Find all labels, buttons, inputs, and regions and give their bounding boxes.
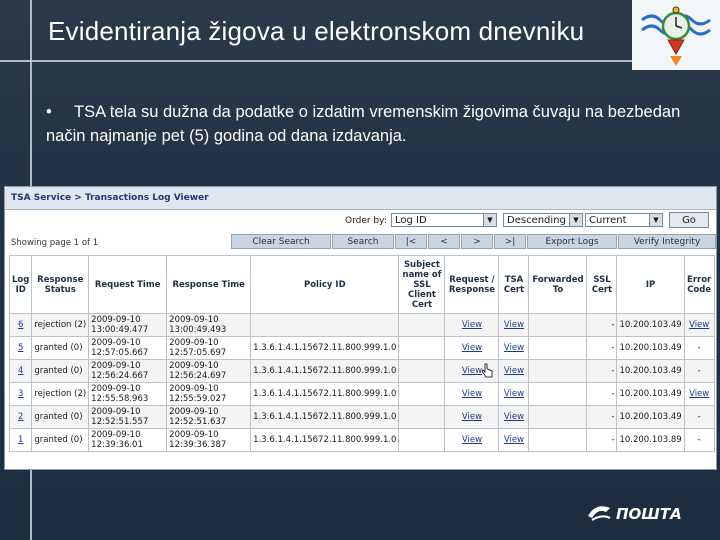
request-response-view-link[interactable]: View: [445, 406, 499, 429]
ssl-cert-cell: -: [587, 314, 617, 337]
time-part: 13:00:49.493: [169, 325, 227, 335]
time-part: 12:52:51.637: [169, 417, 227, 427]
subject-cell: [399, 314, 445, 337]
subject-cell: [399, 360, 445, 383]
error-code-cell: -: [684, 360, 714, 383]
forwarded-to-cell: [529, 429, 587, 452]
response-status-cell: granted (0): [32, 360, 89, 383]
forwarded-to-cell: [529, 360, 587, 383]
subject-cell: [399, 337, 445, 360]
column-header[interactable]: SSL Cert: [587, 256, 617, 314]
clear-search-button[interactable]: Clear Search: [231, 234, 331, 249]
log-id-link[interactable]: 2: [10, 406, 32, 429]
log-id-link[interactable]: 5: [10, 337, 32, 360]
slide-title: Evidentiranja žigova u elektronskom dnevniku: [48, 16, 585, 46]
request-time-cell: [89, 360, 167, 383]
request-time-cell: [89, 429, 167, 452]
time-part: 12:56:24.667: [91, 371, 149, 381]
table-row: [10, 360, 715, 383]
tsa-cert-view-link[interactable]: View: [499, 360, 529, 383]
policy-id-cell: 1.3.6.1.4.1.15672.11.800.999.1.0: [251, 383, 399, 406]
time-part: 12:55:58.963: [91, 394, 149, 404]
time-part: 12:39:36.387: [169, 440, 227, 450]
slide-horizontal-rule: [0, 60, 720, 62]
breadcrumb: TSA Service > Transactions Log Viewer: [5, 187, 716, 210]
tsa-cert-view-link[interactable]: View: [499, 406, 529, 429]
bullet-marker: •: [46, 103, 52, 121]
request-response-view-link[interactable]: View: [445, 429, 499, 452]
action-button-bar: [231, 234, 717, 249]
policy-id-cell: 1.3.6.1.4.1.15672.11.800.999.1.0: [251, 360, 399, 383]
tsa-cert-view-link[interactable]: View: [499, 337, 529, 360]
tsa-cert-view-link[interactable]: View: [499, 383, 529, 406]
request-response-view-link[interactable]: View: [445, 314, 499, 337]
response-time-cell: [167, 429, 251, 452]
request-time-cell: [89, 406, 167, 429]
direction-value: Descending: [507, 215, 566, 226]
request-response-view-link[interactable]: View: [445, 383, 499, 406]
column-header[interactable]: Subject name of SSL Client Cert: [399, 256, 445, 314]
time-part: 12:39:36.01: [91, 440, 143, 450]
tsa-cert-view-link[interactable]: View: [499, 429, 529, 452]
subject-cell: [399, 406, 445, 429]
policy-id-cell: 1.3.6.1.4.1.15672.11.800.999.1.0: [251, 337, 399, 360]
ip-cell: 10.200.103.49: [617, 360, 684, 383]
posta-brand-logo: [586, 498, 686, 533]
date-part: 2009-09-10: [169, 361, 219, 371]
log-id-link[interactable]: 3: [10, 383, 32, 406]
direction-select[interactable]: [503, 213, 583, 227]
export-logs-button[interactable]: Export Logs: [527, 234, 617, 249]
response-status-cell: granted (0): [32, 429, 89, 452]
ip-cell: 10.200.103.49: [617, 314, 684, 337]
date-part: 2009-09-10: [91, 315, 141, 325]
time-part: 13:00:49.477: [91, 325, 149, 335]
request-time-cell: [89, 383, 167, 406]
response-time-cell: [167, 406, 251, 429]
ip-cell: 10.200.103.49: [617, 337, 684, 360]
forwarded-to-cell: [529, 337, 587, 360]
column-header[interactable]: Forwarded To: [529, 256, 587, 314]
bullet-text: TSA tela su dužna da podatke o izdatim vremenskim žigovima čuvaju na bezbedan način najmanje pet (5) godina od dana izdavanja.: [46, 103, 681, 145]
date-part: 2009-09-10: [91, 430, 141, 440]
verify-integrity-button[interactable]: Verify Integrity: [618, 234, 716, 249]
error-code-cell: -: [684, 429, 714, 452]
prev-page-button[interactable]: <: [428, 234, 460, 249]
log-id-link[interactable]: 4: [10, 360, 32, 383]
date-part: 2009-09-10: [169, 384, 219, 394]
table-row: [10, 429, 715, 452]
error-code-cell: -: [684, 337, 714, 360]
policy-id-cell: 1.3.6.1.4.1.15672.11.800.999.1.0: [251, 429, 399, 452]
column-header[interactable]: TSA Cert: [499, 256, 529, 314]
response-status-cell: rejection (2): [32, 314, 89, 337]
date-part: 2009-09-10: [91, 361, 141, 371]
time-part: 12:57:05.697: [169, 348, 227, 358]
policy-id-cell: [251, 314, 399, 337]
error-code-view-link[interactable]: View: [684, 383, 714, 406]
forwarded-to-cell: [529, 383, 587, 406]
transactions-log-table: [9, 255, 715, 452]
ssl-cert-cell: -: [587, 360, 617, 383]
emblem-logo: [632, 0, 720, 70]
column-header[interactable]: Response Time: [167, 256, 251, 314]
time-part: 12:52:51.557: [91, 417, 149, 427]
hand-pointer-cursor-icon: [481, 363, 493, 379]
last-page-button[interactable]: >|: [494, 234, 526, 249]
scope-value: Current: [589, 215, 627, 226]
pagination-status: Showing page 1 of 1: [11, 238, 99, 248]
column-header[interactable]: Log ID: [10, 256, 32, 314]
response-status-cell: rejection (2): [32, 383, 89, 406]
ssl-cert-cell: -: [587, 383, 617, 406]
ip-cell: 10.200.103.89: [617, 429, 684, 452]
response-time-cell: [167, 337, 251, 360]
clock-seal-emblem-icon: [632, 0, 720, 70]
ip-cell: 10.200.103.49: [617, 406, 684, 429]
tsa-cert-view-link[interactable]: View: [499, 314, 529, 337]
request-time-cell: [89, 337, 167, 360]
request-time-cell: [89, 314, 167, 337]
column-header[interactable]: Error Code: [684, 256, 714, 314]
bullet-paragraph: [46, 100, 706, 148]
error-code-view-link[interactable]: View: [684, 314, 714, 337]
date-part: 2009-09-10: [91, 384, 141, 394]
time-part: 12:56:24.697: [169, 371, 227, 381]
table-row: [10, 314, 715, 337]
date-part: 2009-09-10: [91, 338, 141, 348]
table-row: [10, 383, 715, 406]
order-by-label: Order by:: [345, 216, 387, 226]
column-header[interactable]: IP: [617, 256, 684, 314]
date-part: 2009-09-10: [169, 430, 219, 440]
forwarded-to-cell: [529, 314, 587, 337]
date-part: 2009-09-10: [169, 407, 219, 417]
subject-cell: [399, 383, 445, 406]
log-id-link[interactable]: 6: [10, 314, 32, 337]
policy-id-cell: 1.3.6.1.4.1.15672.11.800.999.1.0: [251, 406, 399, 429]
column-header[interactable]: Policy ID: [251, 256, 399, 314]
date-part: 2009-09-10: [169, 338, 219, 348]
column-header[interactable]: Request Time: [89, 256, 167, 314]
table-row: [10, 406, 715, 429]
forwarded-to-cell: [529, 406, 587, 429]
date-part: 2009-09-10: [91, 407, 141, 417]
order-by-select[interactable]: [391, 213, 497, 227]
response-status-cell: granted (0): [32, 406, 89, 429]
scope-select[interactable]: [585, 213, 663, 227]
posta-horn-icon: [586, 498, 686, 528]
ip-cell: 10.200.103.49: [617, 383, 684, 406]
order-by-value: Log ID: [395, 215, 427, 226]
date-part: 2009-09-10: [169, 315, 219, 325]
go-button[interactable]: Go: [669, 212, 709, 228]
transactions-log-viewer-panel: [4, 186, 717, 470]
subject-cell: [399, 429, 445, 452]
posta-logo-text: ПОШТА: [616, 505, 682, 523]
toolbar: [5, 210, 716, 254]
time-part: 12:55:59.027: [169, 394, 227, 404]
column-header[interactable]: Request / Response: [445, 256, 499, 314]
log-id-link[interactable]: 1: [10, 429, 32, 452]
first-page-button[interactable]: |<: [395, 234, 427, 249]
response-status-cell: granted (0): [32, 337, 89, 360]
ssl-cert-cell: -: [587, 429, 617, 452]
request-response-view-link[interactable]: View: [445, 337, 499, 360]
request-response-view-link[interactable]: View: [445, 360, 499, 383]
column-header[interactable]: Response Status: [32, 256, 89, 314]
error-code-cell: -: [684, 406, 714, 429]
table-header-row: [10, 256, 715, 314]
chevron-down-icon: ▼: [483, 214, 496, 226]
next-page-button[interactable]: >: [461, 234, 493, 249]
ssl-cert-cell: -: [587, 337, 617, 360]
time-part: 12:57:05.667: [91, 348, 149, 358]
table-row: [10, 337, 715, 360]
chevron-down-icon: ▼: [649, 214, 662, 226]
response-time-cell: [167, 383, 251, 406]
response-time-cell: [167, 360, 251, 383]
ssl-cert-cell: -: [587, 406, 617, 429]
response-time-cell: [167, 314, 251, 337]
chevron-down-icon: ▼: [569, 214, 582, 226]
search-button[interactable]: Search: [332, 234, 394, 249]
table-body: [10, 314, 715, 452]
